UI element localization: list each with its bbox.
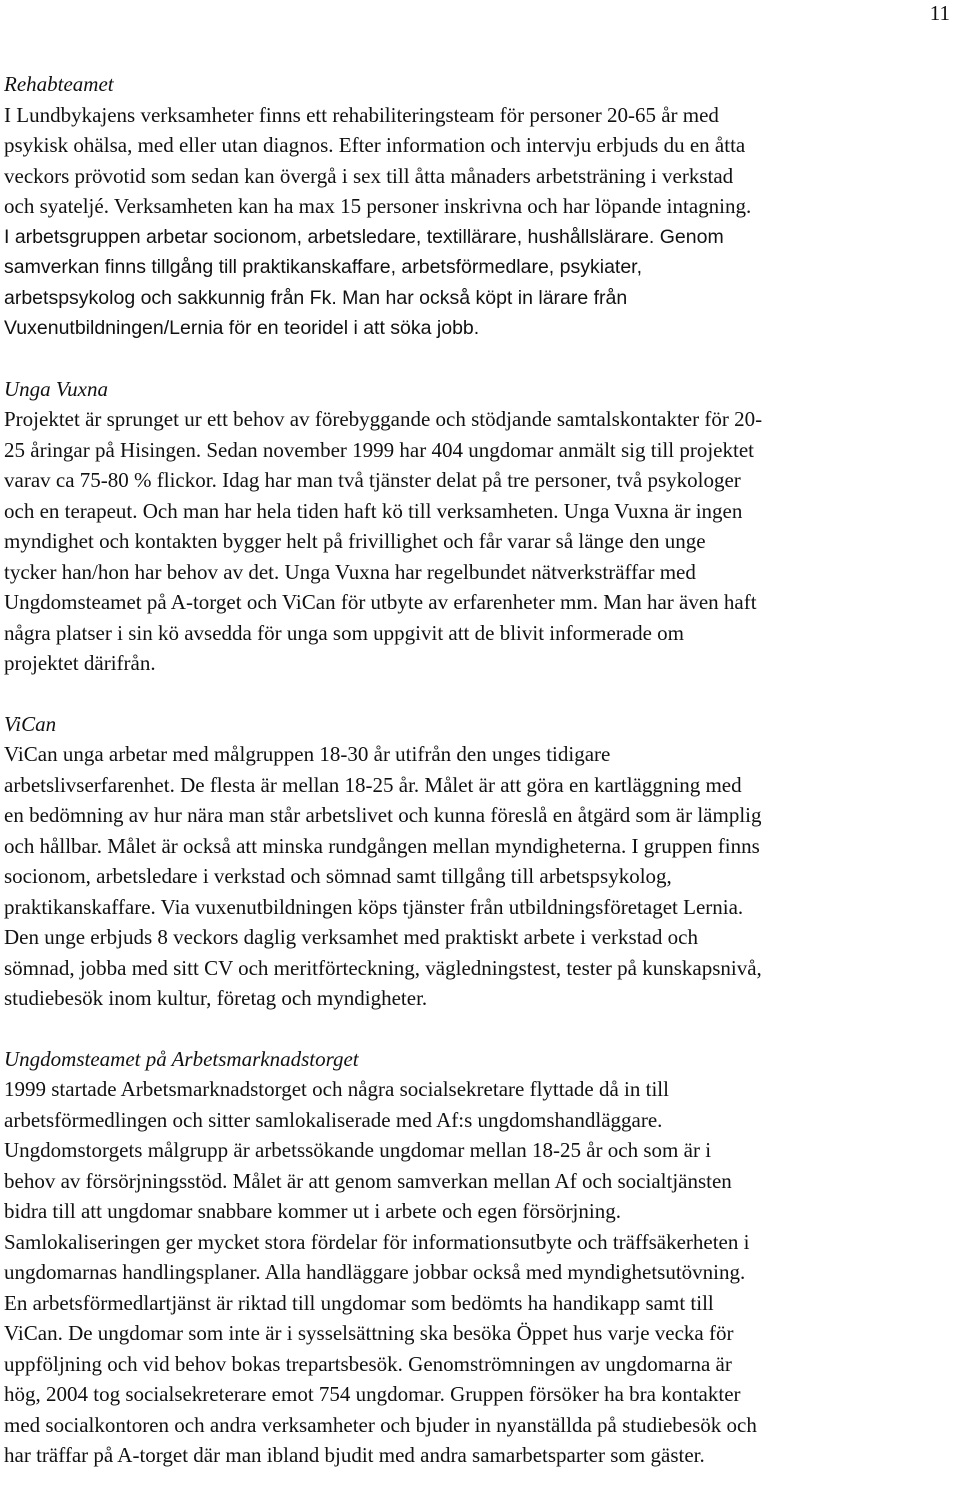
paragraph-line: arbetspsykolog och sakkunnig från Fk. Man har också köpt in lärare från — [4, 286, 628, 309]
paragraph-line: psykisk ohälsa, med eller utan diagnos. Efter information och intervju erbjuds du en åtta — [4, 133, 746, 157]
section-heading: Unga Vuxna — [4, 376, 109, 401]
paragraph-line: socionom, arbetsledare i verkstad och sömnad samt tillgång till arbetspsykolog, — [4, 864, 672, 888]
paragraph-line: arbetsförmedlingen och sitter samlokaliserade med Af:s ungdomshandläggare. — [4, 1107, 663, 1132]
section-heading: ViCan — [4, 711, 57, 736]
paragraph-line: med socialkontoren och andra verksamheter och bjuder in nyanställda på studiebesök och — [4, 1412, 757, 1437]
paragraph-line: ungdomarnas handlingsplaner. Alla handläggare jobbar också med myndighetsutövning. — [4, 1260, 746, 1284]
paragraph-line: ViCan unga arbetar med målgruppen 18-30 år utifrån den unges tidigare — [4, 742, 611, 766]
paragraph-line: uppföljning och vid behov bokas trepartsbesök. Genomströmningen av ungdomarna är — [4, 1351, 732, 1376]
section-heading: Rehabteamet — [4, 72, 114, 96]
paragraph-line: och syateljé. Verksamheten kan ha max 15 personer inskrivna och har löpande intagning. — [4, 194, 752, 218]
paragraph-line: 1999 startade Arbetsmarknadstorget och några socialsekretare flyttade då in till — [4, 1077, 669, 1101]
paragraph-line: bidra till att ungdomar snabbare kommer ut i arbete och egen försörjning. — [4, 1199, 621, 1223]
section-ungdomsteamet — [4, 1044, 958, 1471]
paragraph-line: några platser i sin kö avsedda för unga som uppgivit att de blivit informerade om — [4, 620, 684, 645]
paragraph-line: Vuxenutbildningen/Lernia för en teoridel i att söka jobb. — [4, 317, 480, 339]
paragraph-line: projektet därifrån. — [4, 651, 156, 675]
paragraph-line: har träffar på A-torget där man ibland bjudit med andra samarbetsparter som gäster. — [4, 1443, 705, 1467]
paragraph-line: Ungdomsteamet på A-torget och ViCan för utbyte av erfarenheter mm. Man har även haft — [4, 590, 757, 614]
paragraph-line: ViCan. De ungdomar som inte är i sysselsättning ska besöka Öppet hus varje vecka för — [4, 1321, 734, 1345]
section-unga-vuxna — [4, 374, 958, 679]
paragraph-line: veckors prövotid som sedan kan övergå i sex till åtta månaders arbetsträning i verkstad — [4, 163, 734, 188]
section-heading: Ungdomsteamet på Arbetsmarknadstorget — [4, 1046, 359, 1071]
paragraph-line: praktikanskaffare. Via vuxenutbildningen köps tjänster från utbildningsföretaget Lernia. — [4, 894, 744, 919]
paragraph-line: Ungdomstorgets målgrupp är arbetssökande ungdomar mellan 18-25 år och som är i — [4, 1138, 712, 1162]
document-body — [4, 69, 958, 1501]
paragraph-line: behov av försörjningsstöd. Målet är att genom samverkan mellan Af och socialtjänsten — [4, 1168, 732, 1193]
section-vican — [4, 709, 958, 1014]
paragraph-line: varav ca 75-80 % flickor. Idag har man två tjänster delat på tre personer, två psykologer — [4, 468, 741, 492]
paragraph-line: I arbetsgruppen arbetar socionom, arbetsledare, textillärare, hushållslärare. Genom — [4, 225, 724, 248]
paragraph-line: en bedömning av hur nära man står arbetslivet och kunna föreslå en åtgärd som är lämplig — [4, 803, 762, 827]
paragraph-line: och hållbar. Målet är också att minska rundgången mellan myndigheterna. I gruppen finns — [4, 833, 760, 858]
paragraph-line: tycker han/hon har behov av det. Unga Vuxna har regelbundet nätverksträffar med — [4, 559, 696, 584]
paragraph-line: och en terapeut. Och man har hela tiden haft kö till verksamheten. Unga Vuxna är ingen — [4, 498, 743, 523]
paragraph-line: Samlokaliseringen ger mycket stora fördelar för informationsutbyte och träffsäkerheten i — [4, 1229, 750, 1254]
paragraph-line: I Lundbykajens verksamheter finns ett rehabiliteringsteam för personer 20-65 år med — [4, 102, 719, 127]
paragraph-line: sömnad, jobba med sitt CV och meritförteckning, vägledningstest, tester på kunskapsnivå, — [4, 955, 762, 980]
paragraph-line: studiebesök inom kultur, företag och myndigheter. — [4, 986, 428, 1010]
paragraph-line: hög, 2004 tog socialsekreterare emot 754 ungdomar. Gruppen försöker ha bra kontakter — [4, 1382, 741, 1406]
paragraph-line: 25 åringar på Hisingen. Sedan november 1999 har 404 ungdomar anmält sig till projektet — [4, 437, 754, 462]
paragraph-line: En arbetsförmedlartjänst är riktad till ungdomar som bedömts ha handikapp samt till — [4, 1290, 714, 1315]
paragraph-line: Den unge erbjuds 8 veckors daglig verksamhet med praktiskt arbete i verkstad och — [4, 925, 698, 949]
page-number: 11 — [929, 1, 950, 25]
section-rehabteamet — [4, 69, 958, 344]
paragraph-line: myndighet och kontakten bygger helt på frivillighet och får varar så länge den unge — [4, 529, 706, 553]
paragraph-line: samverkan finns tillgång till praktikanskaffare, arbetsförmedlare, psykiater, — [4, 256, 643, 278]
paragraph-line: arbetslivserfarenhet. De flesta är mellan 18-25 år. Målet är att göra en kartläggning med — [4, 772, 742, 797]
paragraph-line: Projektet är sprunget ur ett behov av förebyggande och stödjande samtalskontakter för 20- — [4, 407, 763, 431]
